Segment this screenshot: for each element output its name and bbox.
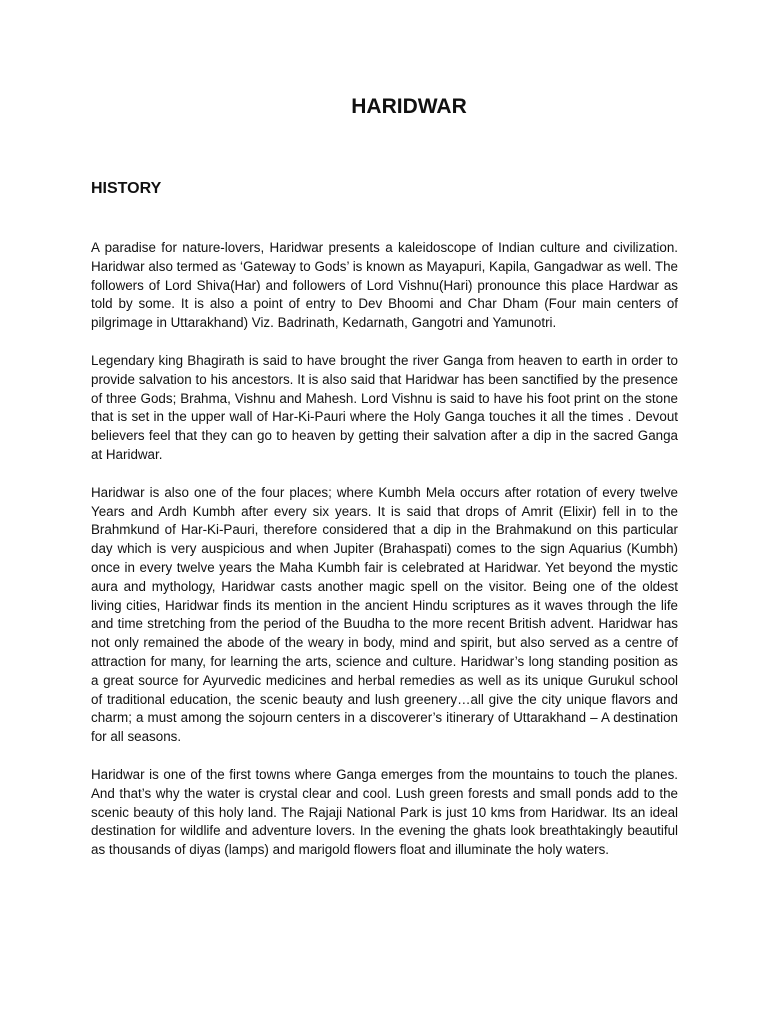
paragraph-ganga-nature: Haridwar is one of the first towns where Ganga emerges from the mountains to touch the planes. And that’s why the water is crystal clear and cool. Lush green forests and small ponds add to the scenic beauty of this holy land. The Rajaji National Park is just 10 kms from Haridwar. Its an ideal destination for wildlife and adventure lovers. In the evening the ghats look breathtakingly beautiful as thousands of diyas (lamps) and marigold flowers float and illuminate the holy waters. <box>91 766 678 858</box>
document-title: HARIDWAR <box>351 95 467 118</box>
paragraph-kumbh-mela: Haridwar is also one of the four places; where Kumbh Mela occurs after rotation of every twelve Years and Ardh Kumbh after every six years. It is said that drops of Amrit (Elixir) fell in to the Brahmkund of Har-Ki-Pauri, therefore considered that a dip in the Brahmakund on this particular day which is very auspicious and when Jupiter (Brahaspati) comes to the sign Aquarius (Kumbh) once in every twelve years the Maha Kumbh fair is celebrated at Haridwar. Yet beyond the mystic aura and mythology, Haridwar casts another magic spell on the visitor. Being one of the oldest living cities, Haridwar finds its mention in the ancient Hindu scriptures as it waves through the life and time stretching from the period of the Buudha to the more recent British advent. Haridwar has not only remained the abode of the weary in body, mind and spirit, but also served as a centre of attraction for many, for learning the arts, science and culture. Haridwar’s long standing position as a great source for Ayurvedic medicines and herbal remedies as well as its unique Gurukul school of traditional education, the scenic beauty and lush greenery…all give the city unique flavors and charm; a must among the sojourn centers in a discoverer’s itinerary of Uttarakhand – A destination for all seasons. <box>91 484 678 745</box>
body-text <box>91 239 678 879</box>
paragraph-intro: A paradise for nature-lovers, Haridwar presents a kaleidoscope of Indian culture and civilization. Haridwar also termed as ‘Gateway to Gods’ is known as Mayapuri, Kapila, Gangadwar as well. The followers of Lord Shiva(Har) and followers of Lord Vishnu(Hari) pronounce this place Hardwar as told by some. It is also a point of entry to Dev Bhoomi and Char Dham (Four main centers of pilgrimage in Uttarakhand) Viz. Badrinath, Kedarnath, Gangotri and Yamunotri. <box>91 240 678 331</box>
paragraph-bhagirath: Legendary king Bhagirath is said to have brought the river Ganga from heaven to earth in order to provide salvation to his ancestors. It is also said that Haridwar has been sanctified by the presence of three Gods; Brahma, Vishnu and Mahesh. Lord Vishnu is said to have his foot print on the stone that is set in the upper wall of Har-Ki-Pauri where the Holy Ganga touches it all the times . Devout believers feel that they can go to heaven by getting their salvation after a dip in the sacred Ganga at Haridwar. <box>91 352 678 462</box>
section-heading-history: HISTORY <box>91 180 162 197</box>
